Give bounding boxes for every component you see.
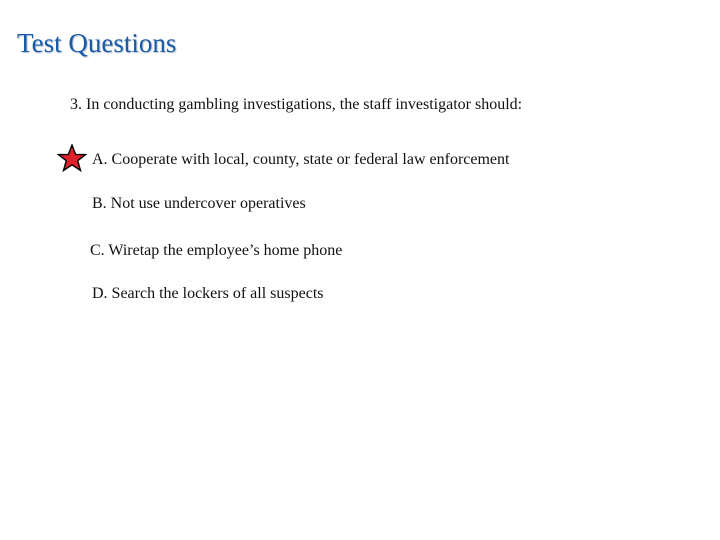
answer-option-d: D. Search the lockers of all suspects — [92, 285, 324, 302]
question-text: 3. In conducting gambling investigations, the staff investigator should: — [70, 96, 523, 113]
slide-title: Test Questions — [17, 28, 177, 58]
star-icon — [57, 144, 87, 172]
answer-option-a: A. Cooperate with local, county, state or federal law enforcement — [92, 151, 510, 168]
answer-option-b: B. Not use undercover operatives — [92, 195, 306, 212]
answer-option-c: C. Wiretap the employee’s home phone — [90, 242, 343, 259]
